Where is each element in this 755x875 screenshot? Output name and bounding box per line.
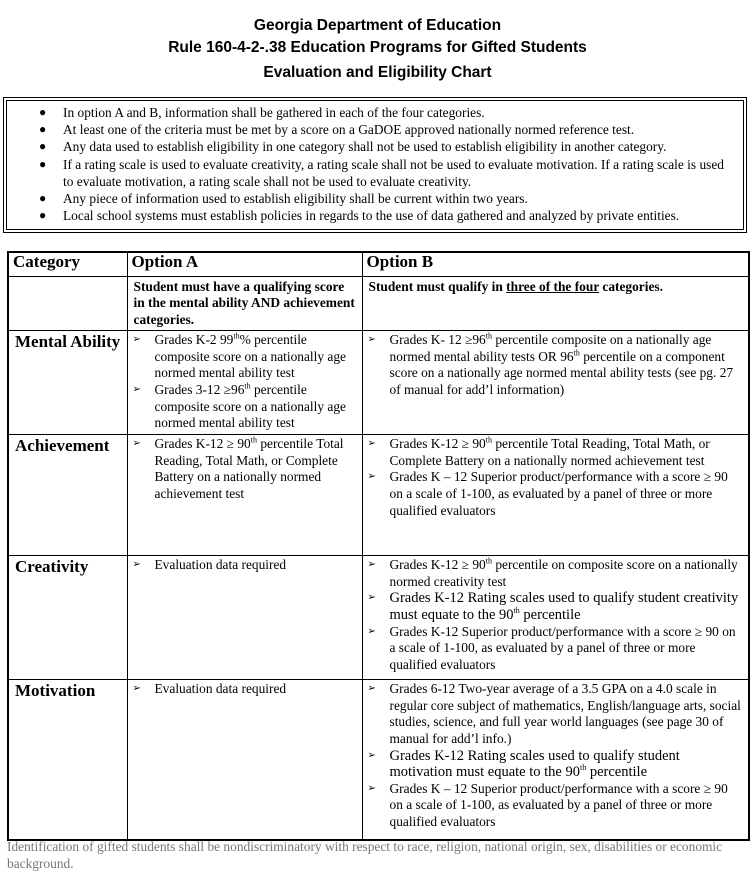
header-option-a: Option A [127, 252, 362, 276]
bullet-icon: ● [39, 208, 47, 223]
achievement-option-a-cell [127, 435, 362, 556]
note-item: ● If a rating scale is used to evaluate creativity, a rating scale shall not be used to evaluate motivation. If a rating scale is used to evaluate motivation, a rating scale shall not be used to evaluate creativity. [39, 156, 724, 189]
bullet-icon: ● [39, 139, 47, 154]
arrow-bullet-icon: ➢ [367, 625, 376, 637]
table-header-row [8, 252, 749, 276]
motivation-option-a-cell [127, 680, 362, 840]
list-item: ➢ Grades 6-12 Two-year average of a 3.5 GPA on a 4.0 scale in regular core subject of mathematics, English/language arts, social studies, science, and full year world languages (see page 30 of manual for add’l info.) [367, 681, 741, 747]
table-row-mental-ability [8, 331, 749, 435]
arrow-bullet-icon: ➢ [132, 559, 141, 571]
note-item: ● In option A and B, information shall be gathered in each of the four categories. [39, 105, 485, 120]
bullet-icon: ● [39, 156, 47, 171]
list-item: ➢ Grades K – 12 Superior product/performance with a score ≥ 90 on a scale of 1-100, as evaluated by a panel of three or more qualified evaluators [367, 780, 728, 830]
arrow-bullet-icon: ➢ [132, 384, 141, 396]
chart-title: Evaluation and Eligibility Chart [263, 64, 492, 81]
arrow-bullet-icon: ➢ [367, 471, 376, 483]
arrow-bullet-icon: ➢ [367, 683, 376, 695]
note-item: ● At least one of the criteria must be met by a score on a GaDOE approved nationally normed reference test. [39, 122, 635, 138]
list-item: ➢ Grades K-12 Superior product/performance with a score ≥ 90 on a scale of 1-100, as evaluated by a panel of three or more qualified evaluators [367, 623, 736, 672]
table-row-motivation [8, 680, 749, 840]
list-item: ➢ Grades K-12 ≥ 90th percentile Total Reading, Total Math, or Complete Battery on a nationally normed achievement test [367, 435, 710, 468]
note-item: ● Local school systems must establish policies in regards to the use of data gathered and analyzed by private entities. [39, 208, 680, 224]
creativity-option-a-cell [127, 556, 362, 680]
category-mental-ability: Mental Ability [8, 331, 127, 435]
header-category: Category [8, 252, 127, 276]
bullet-icon: ● [39, 105, 47, 119]
arrow-bullet-icon: ➢ [367, 559, 376, 571]
arrow-bullet-icon: ➢ [367, 334, 376, 346]
list-item: ➢ Grades K – 12 Superior product/performance with a score ≥ 90 on a scale of 1-100, as evaluated by a panel of three or more qualified evaluators [367, 469, 728, 518]
list-item: ➢ Grades 3-12 ≥96th percentile composite score on a nationally age normed mental ability test [132, 381, 346, 431]
arrow-bullet-icon: ➢ [367, 782, 376, 794]
mental-option-a-cell [127, 331, 362, 435]
notes-box [6, 100, 744, 230]
arrow-bullet-icon: ➢ [132, 683, 141, 695]
bullet-icon: ● [39, 191, 47, 206]
document-title: Georgia Department of Education [253, 17, 502, 34]
arrow-bullet-icon: ➢ [132, 334, 141, 346]
list-item: ➢ Grades K-12 Rating scales used to qualify student creativity must equate to the 90th percentile [367, 590, 739, 624]
bullet-icon: ● [39, 122, 47, 137]
creativity-option-b-cell [362, 556, 749, 680]
arrow-bullet-icon: ➢ [367, 438, 376, 450]
rule-title: Rule 160-4-2-.38 Education Programs for Gifted Students [168, 39, 587, 56]
list-item: ➢ Grades K-12 ≥ 90th percentile on composite score on a nationally normed creativity test [367, 556, 738, 589]
motivation-option-b-cell [362, 680, 749, 840]
list-item: ➢ Evaluation data required [132, 557, 287, 573]
arrow-bullet-icon: ➢ [367, 592, 376, 604]
list-item: ➢ Grades K- 12 ≥96th percentile composite on a nationally age normed mental ability tests OR 96th percentile on a component score on a nationally age normed mental ability tests (see pg. 27 of manual for add’l information) [367, 331, 734, 398]
category-creativity: Creativity [8, 556, 127, 680]
header-option-b: Option B [362, 252, 749, 276]
arrow-bullet-icon: ➢ [132, 438, 141, 450]
achievement-option-b-cell [362, 435, 749, 556]
option-a-instruction: Student must have a qualifying score in the mental ability AND achievement categories. [127, 276, 362, 331]
category-achievement: Achievement [8, 435, 127, 556]
instruction-empty-cell [8, 276, 127, 331]
list-item: ➢ Grades K-12 Rating scales used to qualify student motivation must equate to the 90th percentile [367, 747, 680, 781]
instruction-row [8, 276, 749, 331]
notes-list [7, 101, 743, 224]
list-item: ➢ Grades K-12 ≥ 90th percentile Total Reading, Total Math, or Complete Battery on a nationally normed achievement test [132, 435, 344, 502]
mental-option-b-cell [362, 331, 749, 435]
table-row-achievement [8, 435, 749, 556]
footer-note: Identification of gifted students shall be nondiscriminatory with respect to race, religion, national origin, sex, disabilities or economic background. [7, 839, 723, 871]
list-item: ➢ Evaluation data required [132, 681, 287, 697]
note-item: ● Any data used to establish eligibility in one category shall not be used to establish eligibility in another category. [39, 139, 667, 155]
note-item: ● Any piece of information used to establish eligibility shall be current within two years. [39, 191, 528, 207]
arrow-bullet-icon: ➢ [367, 749, 376, 761]
category-motivation: Motivation [8, 680, 127, 840]
option-b-instruction: Student must qualify in three of the four categories. [362, 276, 749, 331]
eligibility-table [7, 251, 750, 841]
list-item: ➢ Grades K-2 99th% percentile composite score on a nationally age normed mental ability test [132, 331, 346, 381]
table-row-creativity [8, 556, 749, 680]
